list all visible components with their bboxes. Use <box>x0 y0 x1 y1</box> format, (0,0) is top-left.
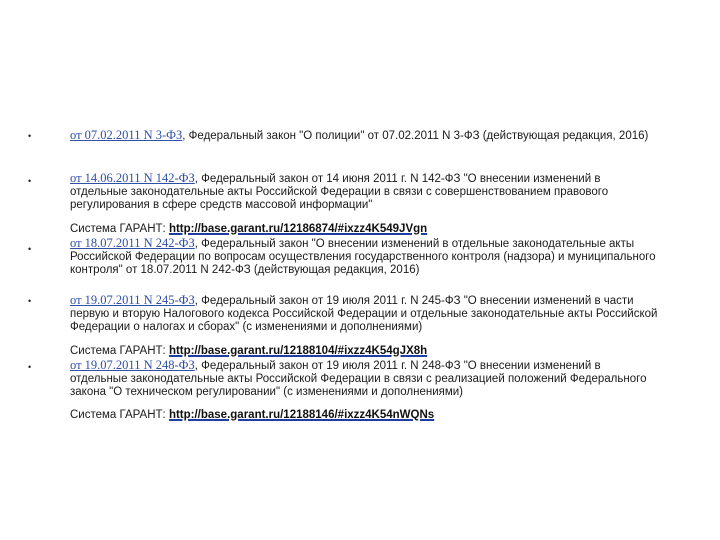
law-text-4: , Федеральный закон от 19 июля 2011 г. N 245-ФЗ "О внесении изменений в части первую и вторую Налогового кодекса Российской Федерации и отдельные законодательные акты Российской Федерации о налогах и сборах" (с изменениями и дополнениями) <box>70 295 658 333</box>
law-link-1[interactable]: от 07.02.2011 N 3-ФЗ <box>70 128 183 142</box>
bullet-2: • <box>28 176 32 186</box>
law-link-5[interactable]: от 19.07.2011 N 248-ФЗ <box>70 358 195 372</box>
list-item-3 <box>70 237 660 277</box>
list-item-4 <box>70 294 660 334</box>
law-text-1: , Федеральный закон "О полиции" от 07.02.2011 N 3-ФЗ (действующая редакция, 2016) <box>182 130 649 142</box>
bullet-1: • <box>28 131 32 141</box>
garant-url-3[interactable]: http://base.garant.ru/12188146/#ixzz4K54nWQNs <box>168 409 435 421</box>
system-label-1: Система ГАРАНТ: <box>70 223 169 235</box>
system-link-2 <box>70 345 427 358</box>
law-link-4[interactable]: от 19.07.2011 N 245-ФЗ <box>70 293 195 307</box>
law-link-2[interactable]: от 14.06.2011 N 142-ФЗ <box>70 171 195 185</box>
system-label-3: Система ГАРАНТ: <box>70 409 169 421</box>
system-link-3 <box>70 409 434 422</box>
system-link-1 <box>70 223 427 236</box>
law-link-3[interactable]: от 18.07.2011 N 242-ФЗ <box>70 236 195 250</box>
list-item-1 <box>70 129 660 143</box>
bullet-5: • <box>28 362 32 372</box>
list-item-5 <box>70 359 660 399</box>
garant-url-1[interactable]: http://base.garant.ru/12186874/#ixzz4K549JVgn <box>168 223 428 235</box>
law-text-5: , Федеральный закон от 19 июля 2011 г. N 248-ФЗ "О внесении изменений в отдельные законодательные акты Российской Федерации в связи с реализацией положений Федерального закона "О техническом регулировании" (с изменениями и дополнениями) <box>70 360 647 398</box>
bullet-3: • <box>28 244 32 254</box>
list-item-2 <box>70 172 660 212</box>
law-text-3: , Федеральный закон "О внесении изменений в отдельные законодательные акты Российской Федерации по вопросам осуществления государственного контроля (надзора) и муниципального контроля" от 18.07.2011 N 242-ФЗ (действующая редакция, 2016) <box>70 238 656 276</box>
garant-url-2[interactable]: http://base.garant.ru/12188104/#ixzz4K54gJX8h <box>168 345 428 357</box>
law-text-2: , Федеральный закон от 14 июня 2011 г. N 142-ФЗ "О внесении изменений в отдельные законодательные акты Российской Федерации в связи с совершенствованием правового регулирования в сфере средств массовой информации" <box>70 173 609 211</box>
system-label-2: Система ГАРАНТ: <box>70 345 169 357</box>
bullet-4: • <box>28 296 32 306</box>
